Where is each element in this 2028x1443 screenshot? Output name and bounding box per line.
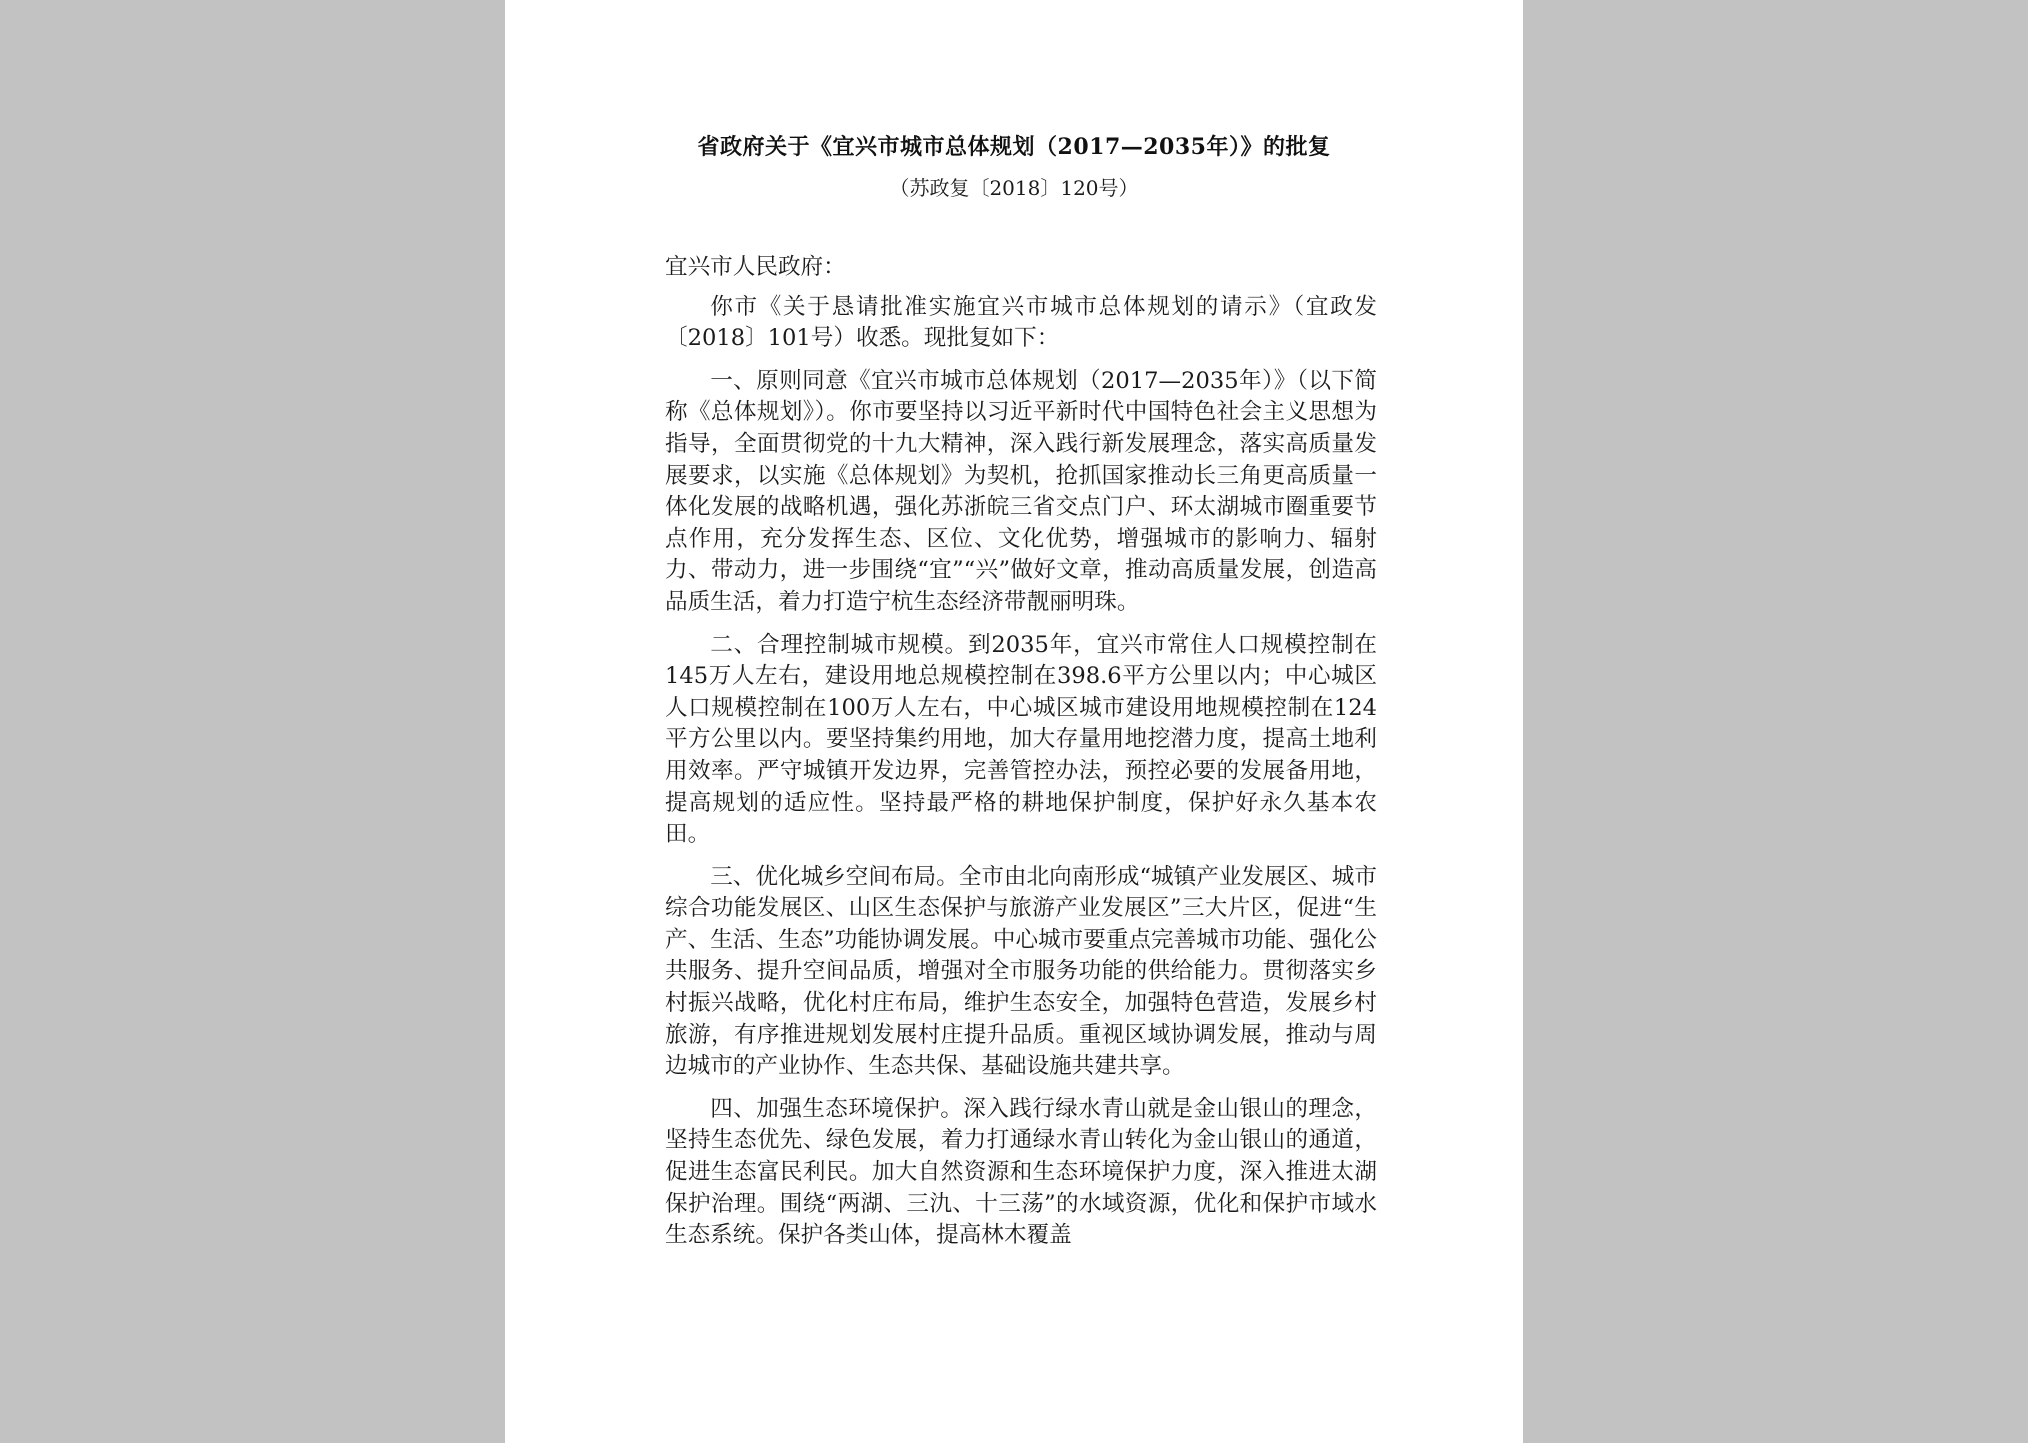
document-page [505,0,1523,1443]
salutation: 宜兴市人民政府： [665,254,846,280]
paragraph-intro: 你市《关于恳请批准实施宜兴市城市总体规划的请示》（宜政发〔2018〕101号）收悉。现批复如下： [665,293,1377,352]
document-title: 省政府关于《宜兴市城市总体规划（2017—2035年）》的批复 [697,134,1331,160]
document-number: （苏政复〔2018〕120号） [889,176,1139,200]
paragraph-section-2: 二、合理控制城市规模。到2035年，宜兴市常住人口规模控制在145万人左右，建设用地总规模控制在398.6平方公里以内；中心城区人口规模控制在100万人左右，中心城区城市建设用地规模控制在124平方公里以内。要坚持集约用地，加大存量用地挖潜力度，提高土地利用效率。严守城镇开发边界，完善管控办法，预控必要的发展备用地，提高规划的适应性。坚持最严格的耕地保护制度，保护好永久基本农田。 [665,631,1377,848]
document-body [665,252,1377,1263]
paragraph-section-4: 四、加强生态环境保护。深入践行绿水青山就是金山银山的理念，坚持生态优先、绿色发展，着力打通绿水青山转化为金山银山的通道，促进生态富民利民。加大自然资源和生态环境保护力度，深入推进太湖保护治理。围绕“两湖、三氿、十三荡”的水域资源，优化和保护市域水生态系统。保护各类山体，提高林木覆盖 [665,1095,1377,1249]
paragraph-section-3: 三、优化城乡空间布局。全市由北向南形成“城镇产业发展区、城市综合功能发展区、山区生态保护与旅游产业发展区”三大片区，促进“生产、生活、生态”功能协调发展。中心城市要重点完善城市功能、强化公共服务、提升空间品质，增强对全市服务功能的供给能力。贯彻落实乡村振兴战略，优化村庄布局，维护生态安全，加强特色营造，发展乡村旅游，有序推进规划发展村庄提升品质。重视区域协调发展，推动与周边城市的产业协作、生态共保、基础设施共建共享。 [665,863,1377,1080]
paragraph-section-1: 一、原则同意《宜兴市城市总体规划（2017—2035年）》（以下简称《总体规划》）。你市要坚持以习近平新时代中国特色社会主义思想为指导，全面贯彻党的十九大精神，深入践行新发展理念，落实高质量发展要求，以实施《总体规划》为契机，抢抓国家推动长三角更高质量一体化发展的战略机遇，强化苏浙皖三省交点门户、环太湖城市圈重要节点作用，充分发挥生态、区位、文化优势，增强城市的影响力、辐射力、带动力，进一步围绕“宜”“兴”做好文章，推动高质量发展，创造高品质生活，着力打造宁杭生态经济带靓丽明珠。 [665,367,1377,615]
